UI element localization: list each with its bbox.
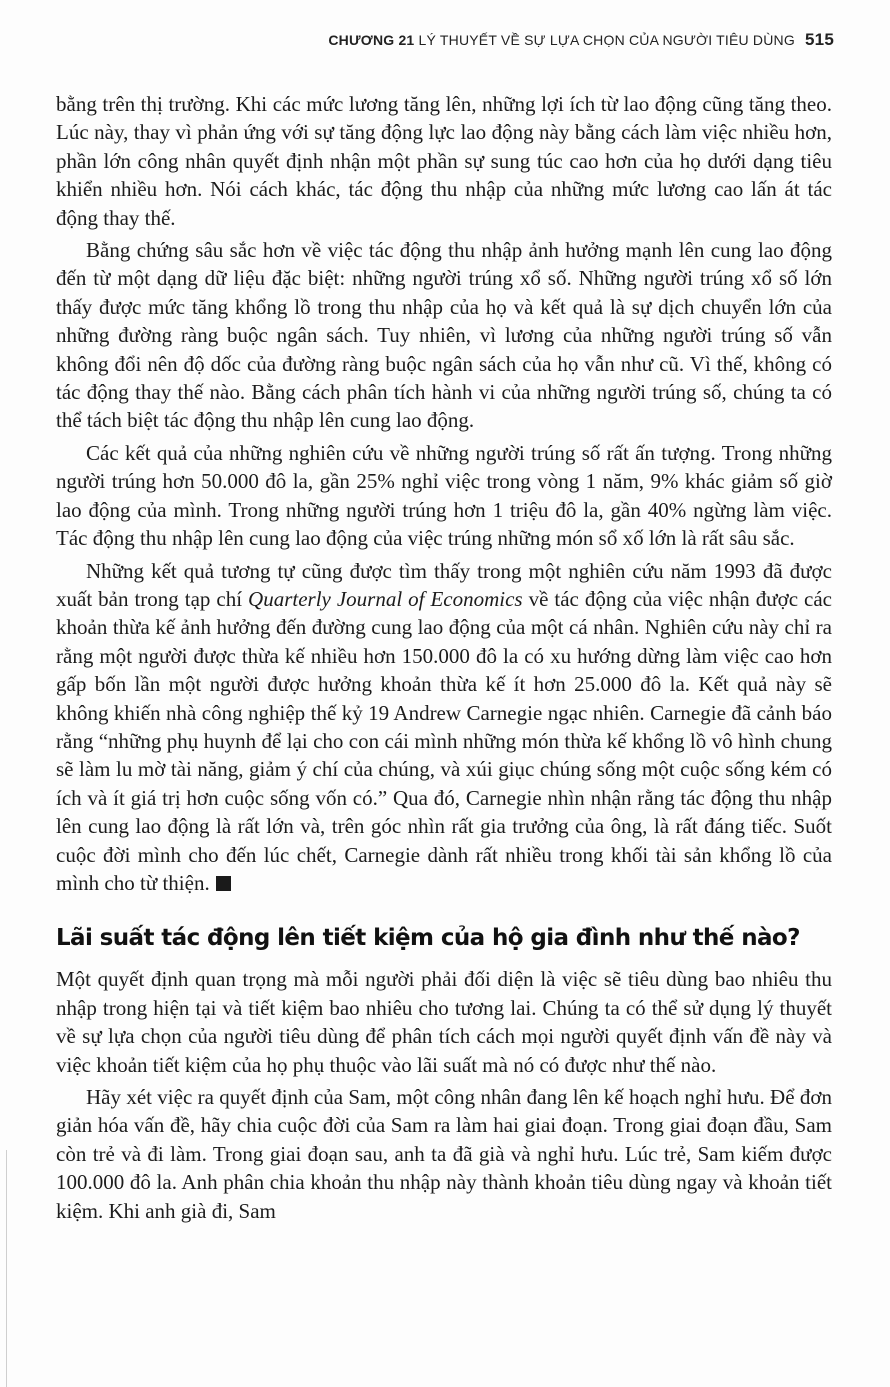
paragraph-inheritance-study — [56, 557, 832, 898]
chapter-label: CHƯƠNG 21 — [328, 32, 415, 48]
inheritance-text-start: Những kết quả tương tự cũng được tìm thấy trong một nghiên cứu năm 1993 đã được xuất bản trong tạp chí — [56, 558, 832, 611]
paragraph-saving-intro: Một quyết định quan trọng mà mỗi người phải đối diện là việc sẽ tiêu dùng bao nhiêu thu nhập trong hiện tại và tiết kiệm bao nhiêu cho tương lai. Chúng ta có thể sử dụng lý thuyết về sự lựa chọn của người tiêu dùng để phân tích cách mọi người quyết định vấn đề này và việc khoản tiết kiệm của họ phụ thuộc vào lãi suất mà nó có được như thế nào. — [56, 967, 832, 1077]
end-of-box-square-icon — [216, 876, 231, 891]
chapter-title: LÝ THUYẾT VỀ SỰ LỰA CHỌN CỦA NGƯỜI TIÊU DÙNG — [418, 32, 795, 48]
journal-title: Quarterly Journal of Economics — [248, 586, 523, 611]
paragraph-lottery-results: Các kết quả của những nghiên cứu về những người trúng số rất ấn tượng. Trong những người trúng hơn 50.000 đô la, gần 25% nghỉ việc trong vòng 1 năm, 9% khác giảm số giờ lao động của mình. Trong những người trúng hơn 1 triệu đô la, gần 40% ngừng làm việc. Tác động thu nhập lên cung lao động của việc trúng những món sổ xố lớn là rất sâu sắc. — [56, 440, 832, 551]
page-number: 515 — [805, 30, 834, 49]
section-heading: Lãi suất tác động lên tiết kiệm của hộ gia đình như thế nào? — [56, 925, 800, 952]
paragraph-sam-example: Hãy xét việc ra quyết định của Sam, một công nhân đang lên kế hoạch nghỉ hưu. Để đơn giản hóa vấn đề, hãy chia cuộc đời của Sam ra làm hai giai đoạn. Trong giai đoạn đầu, Sam còn trẻ và đi làm. Trong giai đoạn sau, anh ta đã già và nghỉ hưu. Lúc trẻ, Sam kiếm được 100.000 đô la. Anh phân chia khoản thu nhập này thành khoản tiêu dùng ngay và khoản tiết kiệm. Khi anh già đi, Sam — [56, 1085, 832, 1223]
page-edge-line — [6, 1150, 7, 1387]
body-text — [56, 90, 832, 1229]
inheritance-text-end: về tác động của việc nhận được các khoản thừa kế ảnh hưởng đến đường cung lao động của một cá nhân. Nghiên cứu này chỉ ra rằng một người được thừa kế nhiều hơn 150.000 đô la có xu hướng dừng làm việc cao hơn gấp bốn lần một người được hưởng khoản thừa kế ít hơn 25.000 đô la. Kết quả này sẽ không khiến nhà công nghiệp thế kỷ 19 Andrew Carnegie ngạc nhiên. Carnegie đã cảnh báo rằng “những phụ huynh để lại cho con cái mình những món thừa kế khổng lồ vô hình chung sẽ làm lu mờ tài năng, giảm ý chí của chúng, và xúi giục chúng sống một cuộc sống kém có ích và ít giá trị hơn cuộc sống vốn có.” Qua đó, Carnegie nhìn nhận rằng tác động thu nhập lên cung lao động là rất lớn và, trên góc nhìn rất gia trưởng của ông, là rất đáng tiếc. Suốt cuộc đời mình cho đến lúc chết, Carnegie dành rất nhiều trong khối tài sản khổng lồ của mình cho từ thiện. — [56, 586, 832, 895]
paragraph-lottery-evidence: Bằng chứng sâu sắc hơn về việc tác động thu nhập ảnh hưởng mạnh lên cung lao động đến từ một dạng dữ liệu đặc biệt: những người trúng xổ số. Những người trúng xổ số lớn thấy được mức tăng khổng lồ trong thu nhập của họ và kết quả là sự dịch chuyển lớn của những đường ràng buộc ngân sách. Tuy nhiên, vì lương của những người trúng số vẫn không đổi nên độ dốc của đường ràng buộc ngân sách của họ vẫn như cũ. Vì thế, không có tác động thay thế nào. Bằng cách phân tích hành vi của những người trúng số, chúng ta có thể tách biệt tác động thu nhập lên cung lao động. — [56, 238, 832, 433]
running-head — [328, 30, 834, 50]
paragraph-continued: bằng trên thị trường. Khi các mức lương tăng lên, những lợi ích từ lao động cũng tăng theo. Lúc này, thay vì phản ứng với sự tăng động lực lao động này bằng cách làm việc nhiều hơn, phần lớn công nhân quyết định nhận một phần sự sung túc cao hơn của họ dưới dạng tiêu khiển nhiều hơn. Nói cách khác, tác động thu nhập của những mức lương cao lấn át tác động thay thế. — [56, 92, 832, 230]
